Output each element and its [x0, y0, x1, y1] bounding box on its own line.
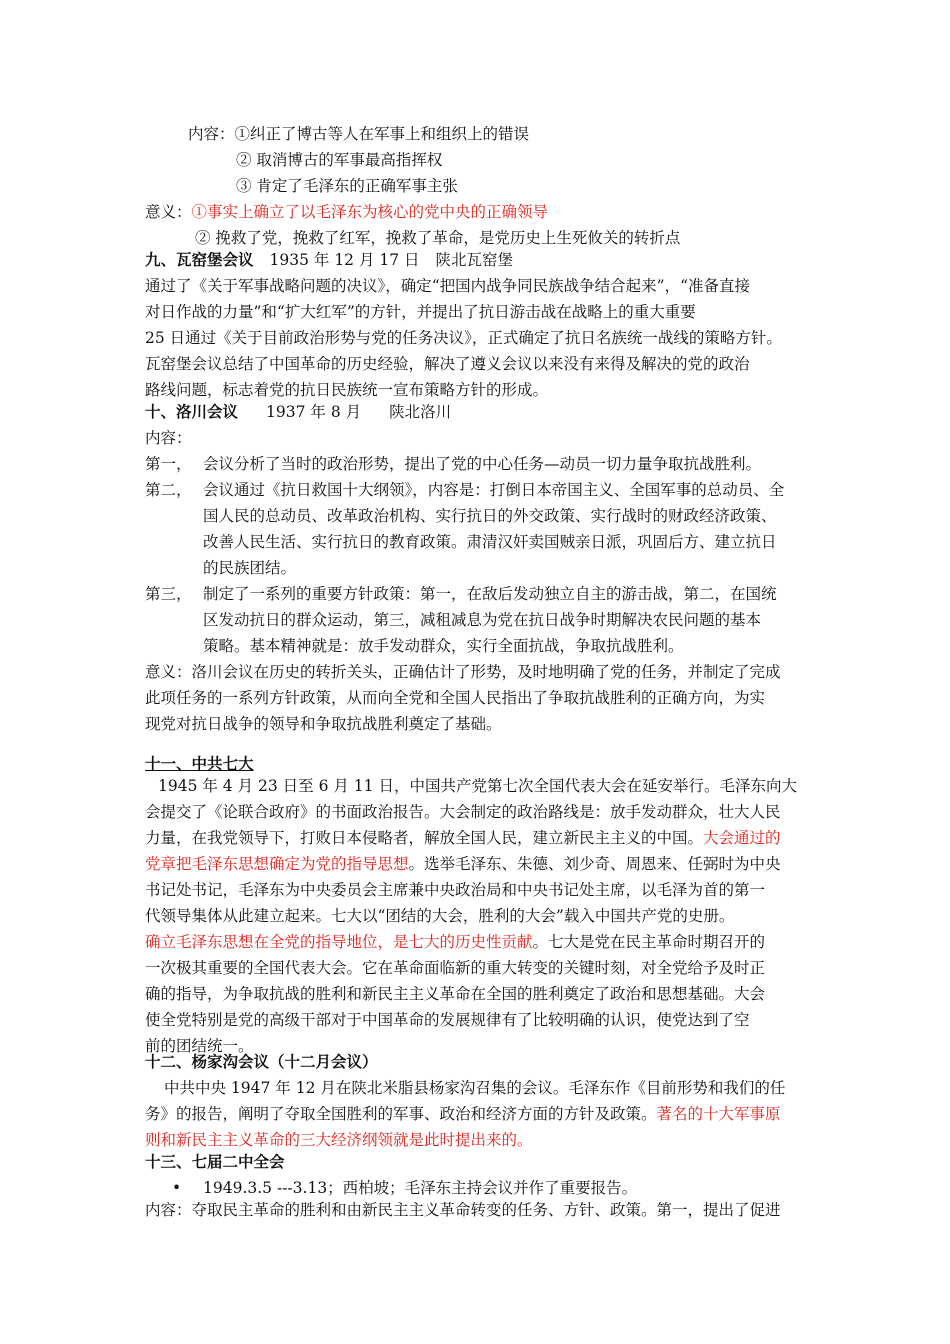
section13-title: 十三、七届二中全会 [145, 1152, 285, 1171]
section9-line: 通过了《关于军事战略问题的决议》，确定“把国内战争同民族战争结合起来”，“准备直接 [145, 277, 751, 295]
section9-heading: 九、瓦窑堡会议 1935 年 12 月 17 日 陕北瓦窑堡 [145, 250, 514, 269]
section9-title: 九、瓦窑堡会议 [145, 250, 254, 269]
section11-line: 前的团结统一。 [145, 1037, 254, 1055]
section13-line: 内容：夺取民主革命的胜利和由新民主主义革命转变的任务、方针、政策。第一，提出了促进 [145, 1201, 781, 1219]
section10-third-line: 策略。基本精神就是：放手发动群众，实行全面抗战，争取抗战胜利。 [203, 637, 684, 655]
section10-third-label: 第三， [145, 585, 192, 603]
section10-meaning-line: 此项任务的一系列方针政策，从而向全党和全国人民指出了争取抗战胜利的正确方向，为实 [145, 689, 766, 707]
section9-line: 路线问题，标志着党的抗日民族统一宣布策略方针的形成。 [145, 381, 549, 399]
section11-line: 确的指导，为争取抗战的胜利和新民主主义革命在全国的胜利奠定了政治和思想基础。大会 [145, 985, 766, 1003]
section11-line: 力量，在我党领导下，打败日本侵略者，解放全国人民，建立新民主主义的中国。大会通过的 [145, 829, 781, 847]
bullet-icon: • [172, 1179, 182, 1197]
section10-third-line: 制定了一系列的重要方针政策：第一，在敌后发动独立自主的游击战，第二，在国统 [203, 585, 777, 603]
section12-line: 中共中央 1947 年 12 月在陕北米脂县杨家沟召集的会议。毛泽东作《目前形势和我们的任 [164, 1079, 786, 1097]
section12-title: 十二、杨家沟会议（十二月会议） [145, 1052, 378, 1071]
section10-third-line: 区发动抗日的群众运动，第三，减租减息为党在抗日战争时期解决农民问题的基本 [203, 611, 762, 629]
section10-content-label: 内容： [145, 429, 192, 447]
meaning-line-1: 意义：①事实上确立了以毛泽东为核心的党中央的正确领导 [145, 203, 549, 221]
section11-line: 一次极其重要的全国代表大会。它在革命面临新的重大转变的关键时刻，对全党给予及时正 [145, 959, 766, 977]
section10-second-line: 的民族团结。 [203, 559, 297, 577]
section12-line: 则和新民主主义革命的三大经济纲领就是此时提出来的。 [145, 1131, 533, 1149]
section11-line: 确立毛泽东思想在全党的指导地位，是七大的历史性贡献。七大是党在民主革命时期召开的 [145, 933, 766, 951]
section9-line: 25 日通过《关于目前政治形势与党的任务决议》，正式确定了抗日名族统一战线的策略方针。 [145, 329, 782, 347]
section9-line: 瓦窑堡会议总结了中国革命的历史经验，解决了遵义会议以来没有来得及解决的党的政治 [145, 355, 750, 373]
section11-line: 书记处书记，毛泽东为中央委员会主席兼中央政治局和中央书记处主席，以毛泽为首的第一 [145, 881, 766, 899]
section10-second-label: 第二， [145, 481, 192, 499]
section12-line: 务》的报告，阐明了夺取全国胜利的军事、政治和经济方面的方针及政策。著名的十大军事原 [145, 1105, 781, 1123]
section10-meaning-line: 意义：洛川会议在历史的转折关头，正确估计了形势，及时地明确了党的任务，并制定了完成 [145, 663, 781, 681]
section11-title: 十一、中共七大 [145, 754, 254, 773]
section10-second-line: 会议通过《抗日救国十大纲领》，内容是：打倒日本帝国主义、全国军事的总动员、全 [203, 481, 785, 499]
meaning-line-2: ② 挽救了党，挽救了红军，挽救了革命，是党历史上生死攸关的转折点 [195, 229, 681, 247]
section10-first: 会议分析了当时的政治形势，提出了党的中心任务—动员一切力量争取抗战胜利。 [203, 455, 762, 473]
section11-line: 使全党特别是党的高级干部对于中国革命的发展规律有了比较明确的认识，使党达到了空 [145, 1011, 750, 1029]
section10-first-label: 第一， [145, 455, 192, 473]
section11-line: 1945 年 4 月 23 日至 6 月 11 日，中国共产党第七次全国代表大会在延安举行。毛泽东向大 [158, 777, 797, 795]
section10-meaning-line: 现党对抗日战争的领导和争取抗战胜利奠定了基础。 [145, 715, 502, 733]
section10-heading: 十、洛川会议 1937 年 8 月 陕北洛川 [145, 402, 452, 421]
section10-second-line: 改善人民生活、实行抗日的教育政策。肃清汉奸卖国贼亲日派，巩固后方、建立抗日 [203, 533, 777, 551]
content-item-2: ② 取消博古的军事最高指挥权 [236, 151, 443, 169]
section11-line: 党章把毛泽东思想确定为党的指导思想。选举毛泽东、朱德、刘少奇、周恩来、任弼时为中央 [145, 855, 781, 873]
section10-title: 十、洛川会议 [145, 402, 239, 421]
content-item-3: ③ 肯定了毛泽东的正确军事主张 [236, 177, 458, 195]
section10-second-line: 国人民的总动员、改革政治机构、实行抗日的外交政策、实行战时的财政经济政策、 [203, 507, 777, 525]
meaning-highlight: ①事实上确立了以毛泽东为核心的党中央的正确领导 [191, 203, 549, 221]
content-item-1: 内容：①纠正了博古等人在军事上和组织上的错误 [188, 125, 530, 143]
section11-line: 代领导集体从此建立起来。七大以“团结的大会，胜利的大会”载入中国共产党的史册。 [145, 907, 735, 925]
section9-line: 对日作战的力量”和“扩大红军”的方针，并提出了抗日游击战在战略上的重大重要 [145, 303, 696, 321]
section13-line: 1949.3.5 ---3.13；西柏坡；毛泽东主持会议并作了重要报告。 [203, 1179, 638, 1197]
section11-line: 会提交了《论联合政府》的书面政治报告。大会制定的政治路线是：放手发动群众，壮大人民 [145, 803, 781, 821]
